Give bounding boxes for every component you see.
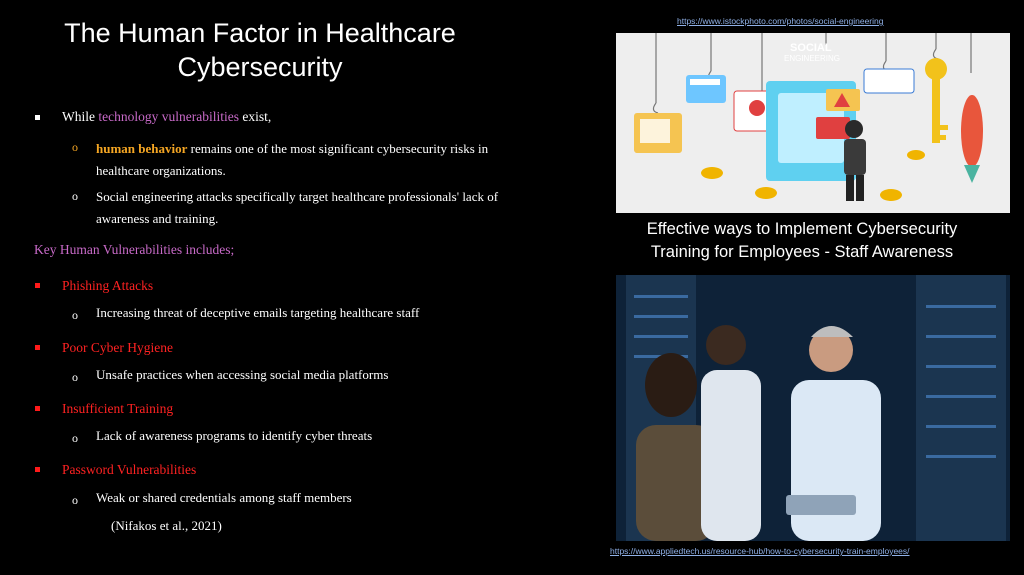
- intro-sub1-text-2: healthcare organizations.: [96, 163, 226, 178]
- vuln-name-hygiene: Poor Cyber Hygiene: [62, 340, 173, 355]
- caption-line2: Training for Employees - Staff Awareness: [650, 243, 954, 261]
- vuln-detail-training: Lack of awareness programs to identify cyber threats: [96, 428, 373, 443]
- intro-sub-bullet-1: [96, 138, 566, 182]
- square-bullet-icon: [35, 345, 40, 350]
- human-behavior-highlight: human behavior: [96, 141, 188, 156]
- circle-bullet-icon: o: [72, 140, 78, 154]
- vuln-detail-password: Weak or shared credentials among staff members: [96, 490, 352, 505]
- vuln-name-phishing: Phishing Attacks: [62, 278, 154, 293]
- social-engineering-image: [616, 33, 1010, 213]
- slide-title-line1: The Human Factor in Healthcare: [64, 18, 456, 48]
- square-bullet-icon: [35, 115, 40, 120]
- slide-title: [30, 16, 490, 84]
- top-image-link[interactable]: https://www.istockphoto.com/photos/social-engineering: [677, 16, 884, 26]
- server-room-illustration: [616, 275, 1010, 541]
- vuln-name-password: Password Vulnerabilities: [62, 462, 197, 477]
- section-heading: Key Human Vulnerabilities includes;: [34, 242, 235, 257]
- square-bullet-icon: [35, 283, 40, 288]
- caption-line1: Effective ways to Implement Cybersecurity: [646, 220, 958, 238]
- intro-suffix: exist,: [238, 109, 272, 124]
- intro-prefix: While: [62, 109, 99, 124]
- slide-title-line2: Cybersecurity: [177, 52, 343, 82]
- banner-text-2: ENGINEERING: [784, 54, 841, 63]
- intro-sub1-text: remains one of the most significant cybersecurity risks in: [187, 141, 489, 156]
- intro-highlight: technology vulnerabilities: [98, 109, 239, 124]
- circle-bullet-icon: o: [72, 493, 78, 507]
- staff-training-photo: [616, 275, 1010, 541]
- intro-sub2-text-2: awareness and training.: [96, 211, 219, 226]
- circle-bullet-icon: o: [72, 431, 78, 445]
- circle-bullet-icon: o: [72, 370, 78, 384]
- banner-text-1: SOCIAL: [790, 42, 832, 54]
- intro-sub-bullet-2: [96, 186, 566, 230]
- social-engineering-illustration: [616, 33, 1010, 213]
- vuln-name-training: Insufficient Training: [62, 401, 174, 416]
- bottom-image-link[interactable]: https://www.appliedtech.us/resource-hub/how-to-cybersecurity-train-employees/: [610, 546, 910, 556]
- vuln-detail-hygiene: Unsafe practices when accessing social media platforms: [96, 367, 389, 382]
- intro-bullet: [62, 109, 271, 125]
- square-bullet-icon: [35, 467, 40, 472]
- square-bullet-icon: [35, 406, 40, 411]
- vuln-detail-phishing: Increasing threat of deceptive emails targeting healthcare staff: [96, 305, 420, 320]
- citation: (Nifakos et al., 2021): [111, 518, 222, 533]
- circle-bullet-icon: o: [72, 189, 78, 203]
- image-caption: [614, 218, 990, 264]
- intro-sub2-text: Social engineering attacks specifically target healthcare professionals' lack of: [96, 189, 499, 204]
- circle-bullet-icon: o: [72, 308, 78, 322]
